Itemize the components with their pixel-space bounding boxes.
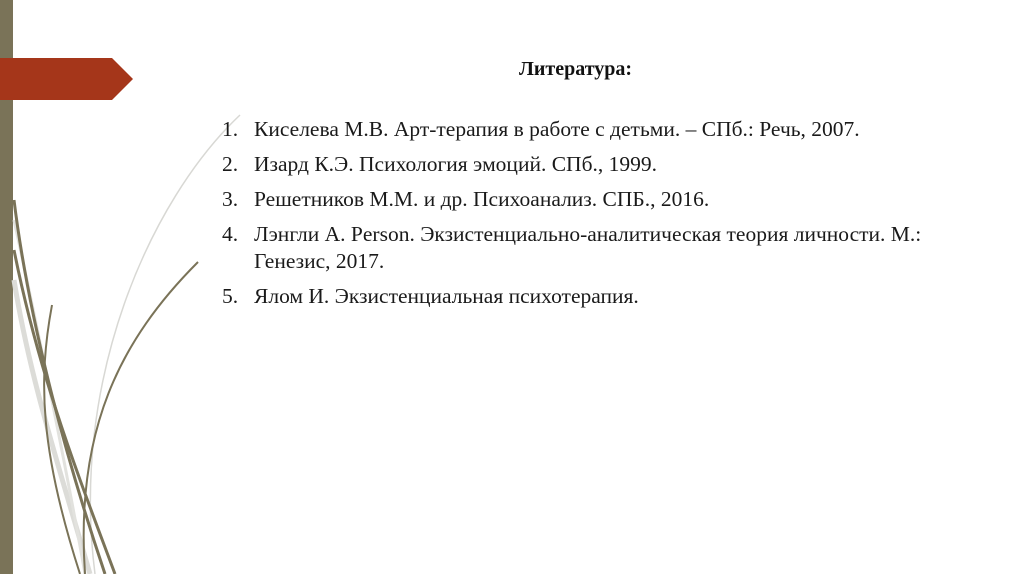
list-item — [222, 283, 922, 310]
item-text: Киселева М.В. Арт-терапия в работе с детьми. – СПб.: Речь, 2007. — [254, 117, 860, 141]
item-text: Ялом И. Экзистенциальная психотерапия. — [254, 284, 639, 308]
item-number: 4. — [222, 222, 239, 246]
reference-list — [222, 116, 922, 318]
item-number: 1. — [222, 117, 239, 141]
item-number: 2. — [222, 152, 239, 176]
curve-dark-2 — [14, 200, 105, 574]
item-number: 3. — [222, 187, 239, 211]
item-text: Решетников М.М. и др. Психоанализ. СПБ., 2016. — [254, 187, 710, 211]
curve-light-2 — [14, 280, 90, 574]
list-item — [222, 221, 922, 275]
curve-dark-4 — [84, 262, 198, 574]
page-title: Литература: — [519, 58, 633, 80]
list-item — [222, 116, 922, 143]
item-text: Изард К.Э. Психология эмоций. СПб., 1999. — [254, 152, 658, 176]
curve-light-1 — [90, 115, 240, 574]
arrow-banner — [0, 58, 133, 100]
item-text: Лэнгли А. Person. Экзистенциально-аналитическая теория личности. М.: Генезис, 2017. — [254, 222, 922, 273]
item-number: 5. — [222, 284, 239, 308]
list-item — [222, 186, 922, 213]
list-item — [222, 151, 922, 178]
